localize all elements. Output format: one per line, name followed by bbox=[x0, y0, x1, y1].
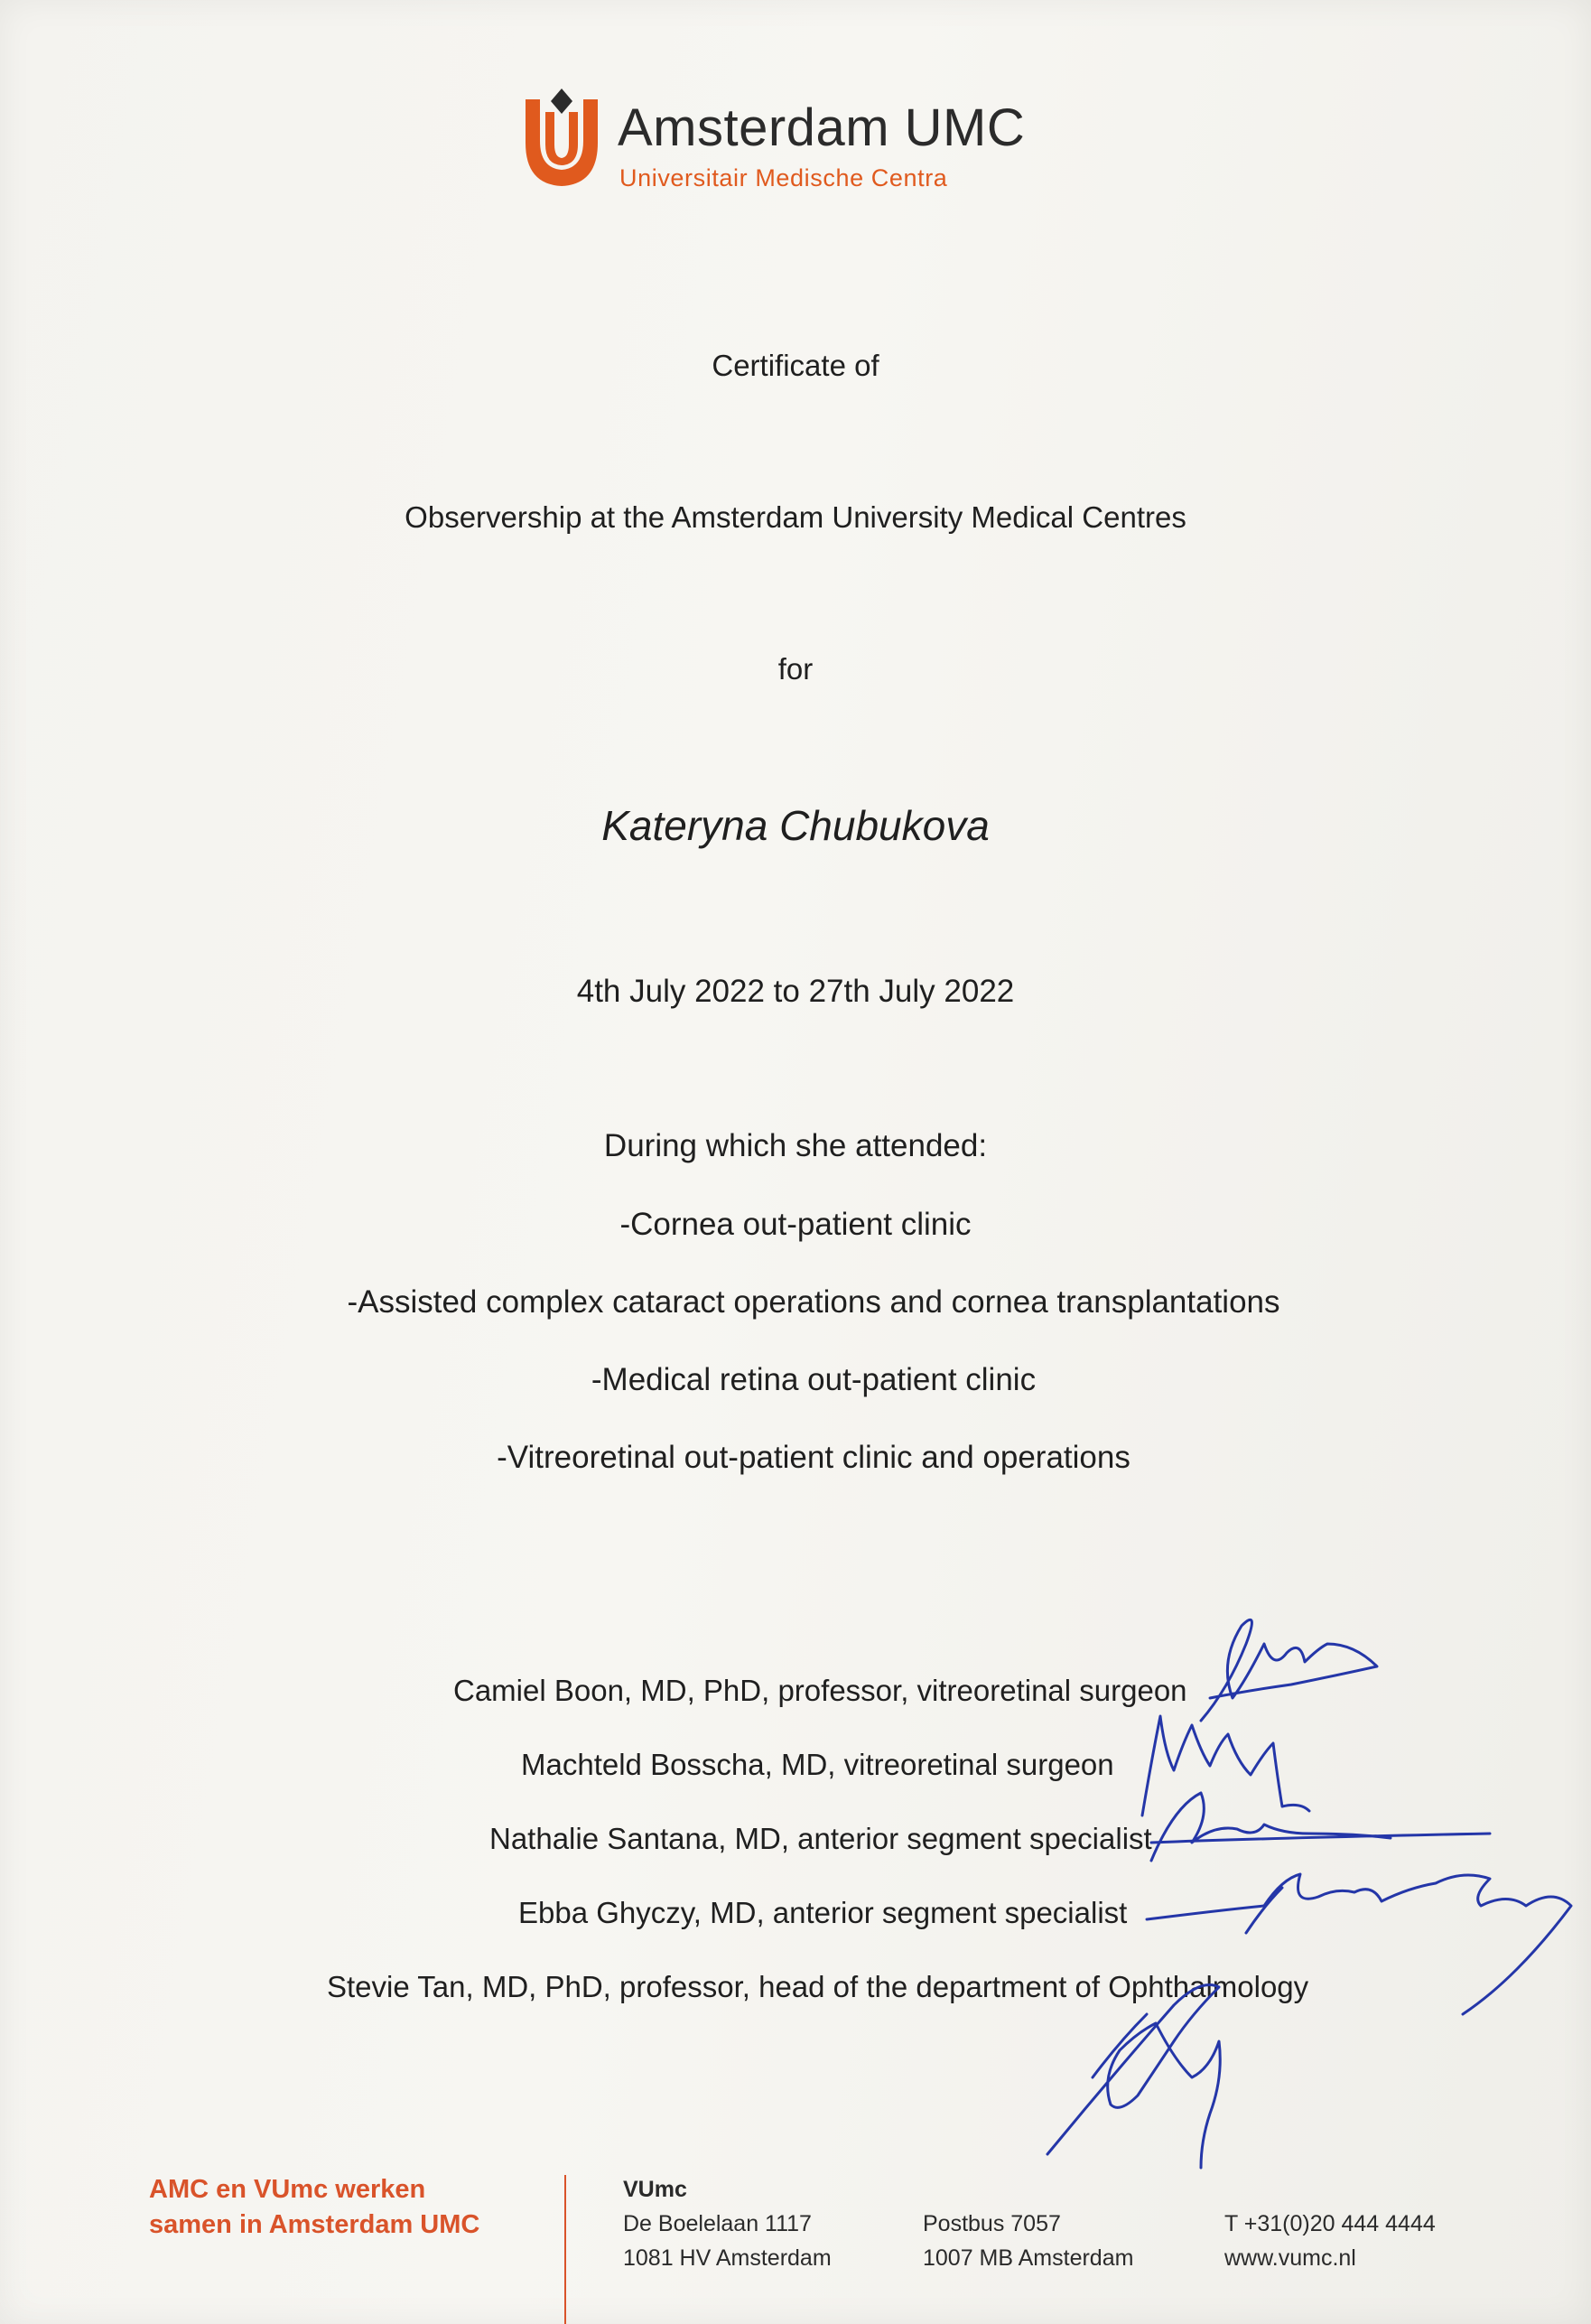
footer-postbus-city: 1007 MB Amsterdam bbox=[923, 2245, 1134, 2271]
footer-collab-line: AMC en VUmc werken bbox=[149, 2175, 426, 2204]
footer-website: www.vumc.nl bbox=[1224, 2245, 1356, 2271]
footer-city: 1081 HV Amsterdam bbox=[623, 2245, 832, 2271]
signatory-name: Stevie Tan, MD, PhD, professor, head of the department of Ophthalmology bbox=[327, 1970, 1309, 2003]
tulip-logo-icon bbox=[522, 89, 601, 191]
activity-item: -Vitreoretinal out-patient clinic and operations bbox=[497, 1440, 1130, 1475]
logo-subtitle: Universitair Medische Centra bbox=[619, 164, 948, 191]
certificate-heading: Certificate of bbox=[712, 349, 879, 382]
footer-street: De Boelelaan 1117 bbox=[623, 2211, 812, 2236]
certificate-title: Observership at the Amsterdam University Medical Centres bbox=[405, 500, 1186, 534]
activity-item: -Assisted complex cataract operations and cornea transplantations bbox=[347, 1284, 1280, 1320]
signatory-name: Ebba Ghyczy, MD, anterior segment specialist bbox=[518, 1896, 1128, 1929]
signatory-name: Camiel Boon, MD, PhD, professor, vitreoretinal surgeon bbox=[453, 1674, 1187, 1707]
footer-postbus: Postbus 7057 bbox=[923, 2211, 1061, 2236]
logo-name: Amsterdam UMC bbox=[618, 98, 1026, 157]
signature-mark bbox=[1142, 1716, 1309, 1815]
activity-item: -Medical retina out-patient clinic bbox=[591, 1362, 1037, 1397]
activity-item: -Cornea out-patient clinic bbox=[619, 1207, 972, 1242]
signature-mark bbox=[1047, 1985, 1220, 2169]
amsterdam-umc-logo bbox=[522, 89, 1082, 197]
footer-divider bbox=[564, 2175, 566, 2324]
footer-collab-line: samen in Amsterdam UMC bbox=[149, 2210, 480, 2239]
recipient-name: Kateryna Chubukova bbox=[601, 802, 990, 849]
signatory-name: Nathalie Santana, MD, anterior segment specialist bbox=[489, 1822, 1152, 1855]
observership-period: 4th July 2022 to 27th July 2022 bbox=[576, 974, 1015, 1009]
footer-org: VUmc bbox=[623, 2177, 687, 2202]
for-label: for bbox=[777, 652, 814, 686]
footer-phone: T +31(0)20 444 4444 bbox=[1224, 2211, 1436, 2236]
footer-collaboration-note bbox=[149, 2172, 528, 2243]
activities-intro: During which she attended: bbox=[603, 1128, 988, 1163]
signature-mark bbox=[1151, 1793, 1490, 1861]
signatory-name: Machteld Bosscha, MD, vitreoretinal surgeon bbox=[521, 1748, 1114, 1781]
signature-mark bbox=[1201, 1619, 1377, 1721]
